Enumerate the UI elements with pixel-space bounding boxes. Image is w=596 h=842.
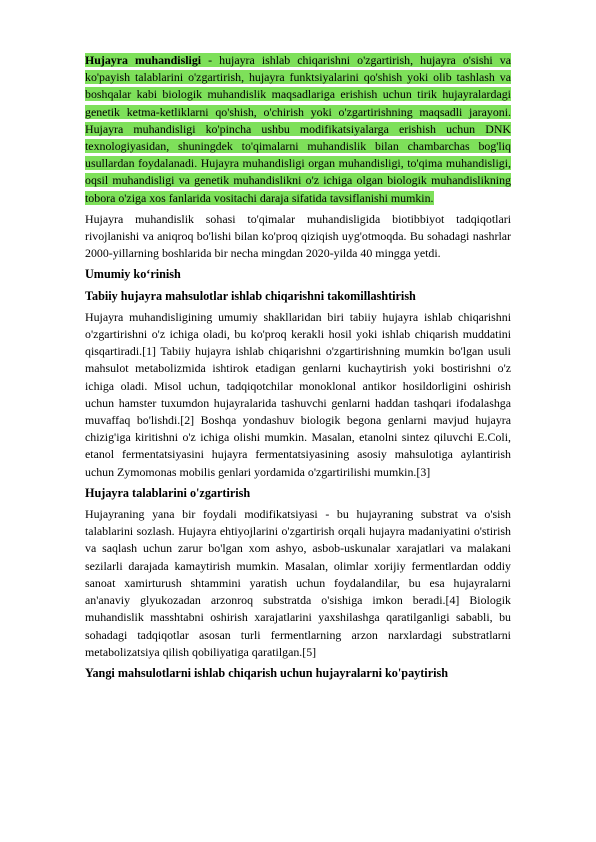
natural-production-paragraph: Hujayra muhandisligining umumiy shakllaridan biri tabiiy hujayra ishlab chiqarishni o'zgartirishni o'z ichiga oladi, bu ko'proq kerakli hosil yoki ishlab chiqarish muddatini qisqartiradi.[1] Tabiiy hujayra ishlab chiqarishni o'zgartirishning mumkin bo'lgan usuli mahsulot metabolizmida ishtirok etadigan genlarni kuchaytirish yoki bostirishni o'z ichiga oladi. Misol uchun, tadqiqotchilar monoklonal antikor hosildorligini oshirish uchun hamster tuxumdon hujayralarida tashuvchi genlarni haddan tashqari ifodalashga muvaffaq bo'lishdi.[2] Boshqa yondashuv biologik begona genlarni mavjud hujayra chizig'iga kiritishni o'z ichiga olishi mumkin. Masalan, etanolni sintez qiluvchi E.Coli, etanol fermentatsiyasini hujayra fermentatsiyasining asosiy mahsulotiga aylantirish uchun Zymomonas mobilis genlari yordamida o'zgartirilishi mumkin.[3] <box>85 309 511 479</box>
cell-requirements-paragraph: Hujayraning yana bir foydali modifikatsiyasi - bu hujayraning substrat va o'sish talablarini sozlash. Hujayra ehtiyojlarini o'zgartirish orqali hujayra madaniyatini o'stirish va saqlash uchun zarur bo'lgan xom ashyo, asbob-uskunalar xarajatlari va malakani sezilarli darajada kamaytirish mumkin. Masalan, olimlar xorijiy fermentlardan oddiy sanoat xamirturush shtammini yaratish uchun foydalandilar, bu esa hujayralarni an'anaviy glyukozadan arzonroq substratda o'sishiga imkon beradi.[4] Biologik muhandislik masshtabni oshirish xarajatlarini yaxshilashga qaratilganligi sababli, bu sohadagi tadqiqotlar asosan turli fermentlarning arzon narxlardagi substratlarni metabolizatsiya qilish qobiliyatiga qaratilgan.[5] <box>85 507 511 659</box>
heading-natural-production: Tabiiy hujayra mahsulotlar ishlab chiqarishni takomillashtirish <box>85 288 416 303</box>
heading-new-products: Yangi mahsulotlarni ishlab chiqarish uchun hujayralarni ko'paytirish <box>85 665 449 680</box>
term-highlight: Hujayra muhandisligi <box>85 53 202 67</box>
intro-paragraph <box>85 52 511 207</box>
research-paragraph: Hujayra muhandislik sohasi to'qimalar muhandisligida biotibbiyot tadqiqotlari rivojlanishi va aniqroq bo'lishi bilan ko'proq qiziqish uyg'otmoqda. Bu sohadagi nashrlar 2000-yillarning boshlarida bir necha mingdan 2020-yilda 40 mingga yetdi. <box>85 211 511 261</box>
heading-overview: Umumiy koʻrinish <box>85 267 181 282</box>
definition-highlight: - hujayra ishlab chiqarishni o'zgartirish, hujayra o'sishi va ko'payish talablarini o'zgartirish, hujayra funktsiyalarini qo'shish yoki olib tashlash va boshqalar kabi biologik muhandislik maqsadlariga erishish uchun tirik hujayralardagi genetik ketma-ketliklarni qo'shish, o'chirish yoki o'zgartirishning maqsadli jarayoni. Hujayra muhandisligi ko'pincha ushbu modifikatsiyalarga erishish uchun DNK texnologiyasidan, shuningdek to'qimalarni muhandislik bilan chambarchas bog'liq usullardan foydalanadi. Hujayra muhandisligi organ muhandisligi, to'qima muhandisligi, oqsil muhandisligi va genetik muhandislikni o'z ichiga olgan biologik muhandislikning tobora o'ziga xos fanlarida vositachi daraja sifatida tavsiflanishi mumkin. <box>85 53 512 205</box>
document-page <box>85 52 511 686</box>
heading-cell-requirements: Hujayra talablarini o'zgartirish <box>85 485 251 500</box>
